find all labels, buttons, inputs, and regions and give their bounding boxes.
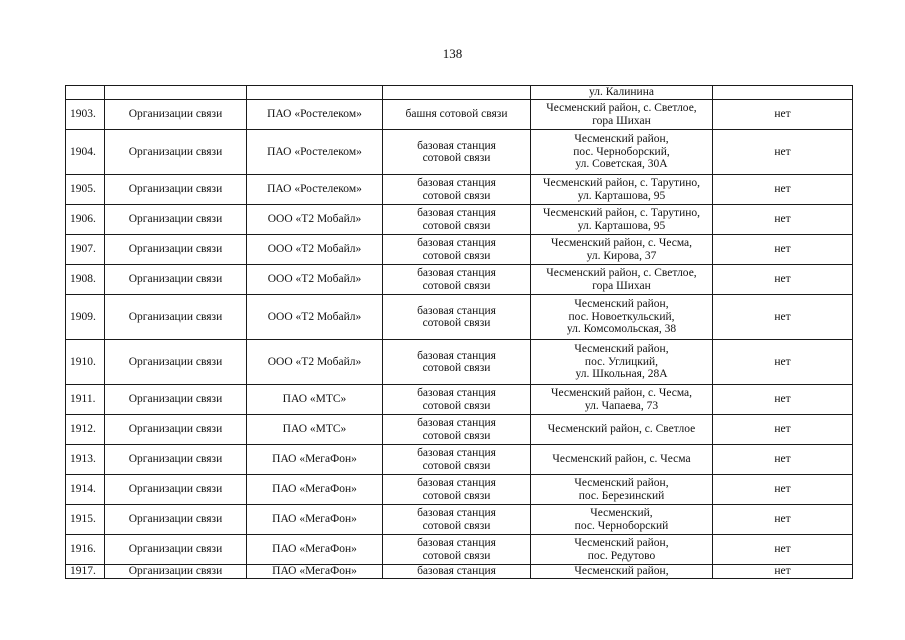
table-row xyxy=(66,475,853,505)
cell-value xyxy=(713,86,853,100)
cell-owner: ООО «Т2 Мобайл» xyxy=(247,340,383,385)
cell-number: 1905. xyxy=(66,175,105,205)
cell-value: нет xyxy=(713,415,853,445)
table-row xyxy=(66,340,853,385)
cell-number: 1910. xyxy=(66,340,105,385)
cell-owner: ПАО «Ростелеком» xyxy=(247,100,383,130)
cell-address: Чесменский район, с. Чесма, ул. Кирова, 37 xyxy=(531,235,713,265)
cell-object: базовая станция сотовой связи xyxy=(383,235,531,265)
cell-object: базовая станция сотовой связи xyxy=(383,130,531,175)
cell-owner: ООО «Т2 Мобайл» xyxy=(247,205,383,235)
cell-object: базовая станция сотовой связи xyxy=(383,505,531,535)
cell-owner: ПАО «МегаФон» xyxy=(247,565,383,579)
table-row xyxy=(66,505,853,535)
table-row-continuation xyxy=(66,86,853,100)
cell-number: 1907. xyxy=(66,235,105,265)
cell-value: нет xyxy=(713,445,853,475)
cell-object: базовая станция сотовой связи xyxy=(383,205,531,235)
table-body xyxy=(66,86,853,579)
cell-address: Чесменский район, пос. Углицкий, ул. Школьная, 28А xyxy=(531,340,713,385)
cell-owner: ООО «Т2 Мобайл» xyxy=(247,295,383,340)
cell-number: 1909. xyxy=(66,295,105,340)
cell-value: нет xyxy=(713,475,853,505)
cell-address: Чесменский район, с. Чесма, ул. Чапаева, 73 xyxy=(531,385,713,415)
cell-object xyxy=(383,86,531,100)
cell-number: 1912. xyxy=(66,415,105,445)
cell-type: Организации связи xyxy=(105,445,247,475)
cell-object: башня сотовой связи xyxy=(383,100,531,130)
table-row xyxy=(66,175,853,205)
cell-address: Чесменский район, пос. Березинский xyxy=(531,475,713,505)
cell-value: нет xyxy=(713,100,853,130)
cell-address: Чесменский район, с. Светлое, гора Шихан xyxy=(531,265,713,295)
cell-owner: ПАО «МегаФон» xyxy=(247,445,383,475)
cell-value: нет xyxy=(713,130,853,175)
cell-address: ул. Калинина xyxy=(531,86,713,100)
cell-number: 1915. xyxy=(66,505,105,535)
cell-type: Организации связи xyxy=(105,535,247,565)
cell-value: нет xyxy=(713,565,853,579)
registry-table xyxy=(65,85,853,579)
cell-type: Организации связи xyxy=(105,415,247,445)
cell-type: Организации связи xyxy=(105,505,247,535)
cell-object: базовая станция сотовой связи xyxy=(383,175,531,205)
cell-value: нет xyxy=(713,295,853,340)
cell-address: Чесменский район, с. Светлое, гора Шихан xyxy=(531,100,713,130)
cell-object: базовая станция сотовой связи xyxy=(383,445,531,475)
cell-number: 1904. xyxy=(66,130,105,175)
cell-number: 1913. xyxy=(66,445,105,475)
cell-number: 1916. xyxy=(66,535,105,565)
cell-type: Организации связи xyxy=(105,475,247,505)
table-row xyxy=(66,565,853,579)
cell-object: базовая станция сотовой связи xyxy=(383,295,531,340)
cell-type: Организации связи xyxy=(105,340,247,385)
cell-address: Чесменский район, пос. Новоеткульский, ул. Комсомольская, 38 xyxy=(531,295,713,340)
table-row xyxy=(66,130,853,175)
cell-address: Чесменский район, xyxy=(531,565,713,579)
cell-owner: ПАО «Ростелеком» xyxy=(247,130,383,175)
cell-owner: ПАО «МТС» xyxy=(247,415,383,445)
cell-value: нет xyxy=(713,175,853,205)
cell-type: Организации связи xyxy=(105,175,247,205)
cell-owner: ООО «Т2 Мобайл» xyxy=(247,235,383,265)
cell-object: базовая станция сотовой связи xyxy=(383,265,531,295)
cell-value: нет xyxy=(713,205,853,235)
cell-number: 1903. xyxy=(66,100,105,130)
table-row xyxy=(66,235,853,265)
cell-type: Организации связи xyxy=(105,385,247,415)
cell-number xyxy=(66,86,105,100)
cell-object: базовая станция сотовой связи xyxy=(383,415,531,445)
cell-owner: ПАО «МегаФон» xyxy=(247,475,383,505)
cell-object: базовая станция сотовой связи xyxy=(383,475,531,505)
cell-type: Организации связи xyxy=(105,205,247,235)
cell-number: 1906. xyxy=(66,205,105,235)
cell-value: нет xyxy=(713,340,853,385)
cell-number: 1914. xyxy=(66,475,105,505)
cell-type: Организации связи xyxy=(105,265,247,295)
cell-object: базовая станция сотовой связи xyxy=(383,340,531,385)
cell-type xyxy=(105,86,247,100)
page-number: 138 xyxy=(442,46,463,61)
cell-value: нет xyxy=(713,385,853,415)
cell-object: базовая станция xyxy=(383,565,531,579)
cell-owner xyxy=(247,86,383,100)
cell-owner: ПАО «МегаФон» xyxy=(247,505,383,535)
table-row xyxy=(66,445,853,475)
cell-address: Чесменский район, пос. Редутово xyxy=(531,535,713,565)
cell-value: нет xyxy=(713,535,853,565)
cell-type: Организации связи xyxy=(105,235,247,265)
cell-address: Чесменский район, с. Тарутино, ул. Карташова, 95 xyxy=(531,175,713,205)
cell-value: нет xyxy=(713,265,853,295)
cell-type: Организации связи xyxy=(105,295,247,340)
cell-value: нет xyxy=(713,505,853,535)
cell-address: Чесменский район, с. Тарутино, ул. Карташова, 95 xyxy=(531,205,713,235)
cell-address: Чесменский, пос. Черноборский xyxy=(531,505,713,535)
cell-object: базовая станция сотовой связи xyxy=(383,535,531,565)
cell-owner: ПАО «Ростелеком» xyxy=(247,175,383,205)
cell-object: базовая станция сотовой связи xyxy=(383,385,531,415)
cell-address: Чесменский район, с. Чесма xyxy=(531,445,713,475)
cell-address: Чесменский район, с. Светлое xyxy=(531,415,713,445)
cell-type: Организации связи xyxy=(105,565,247,579)
cell-number: 1917. xyxy=(66,565,105,579)
table-row xyxy=(66,295,853,340)
table-row xyxy=(66,535,853,565)
cell-owner: ООО «Т2 Мобайл» xyxy=(247,265,383,295)
table-row xyxy=(66,385,853,415)
table-row xyxy=(66,205,853,235)
cell-number: 1911. xyxy=(66,385,105,415)
cell-type: Организации связи xyxy=(105,130,247,175)
table-row xyxy=(66,100,853,130)
cell-value: нет xyxy=(713,235,853,265)
cell-type: Организации связи xyxy=(105,100,247,130)
table-row xyxy=(66,415,853,445)
cell-owner: ПАО «МегаФон» xyxy=(247,535,383,565)
cell-number: 1908. xyxy=(66,265,105,295)
cell-owner: ПАО «МТС» xyxy=(247,385,383,415)
table-row xyxy=(66,265,853,295)
cell-address: Чесменский район, пос. Черноборский, ул. Советская, 30А xyxy=(531,130,713,175)
